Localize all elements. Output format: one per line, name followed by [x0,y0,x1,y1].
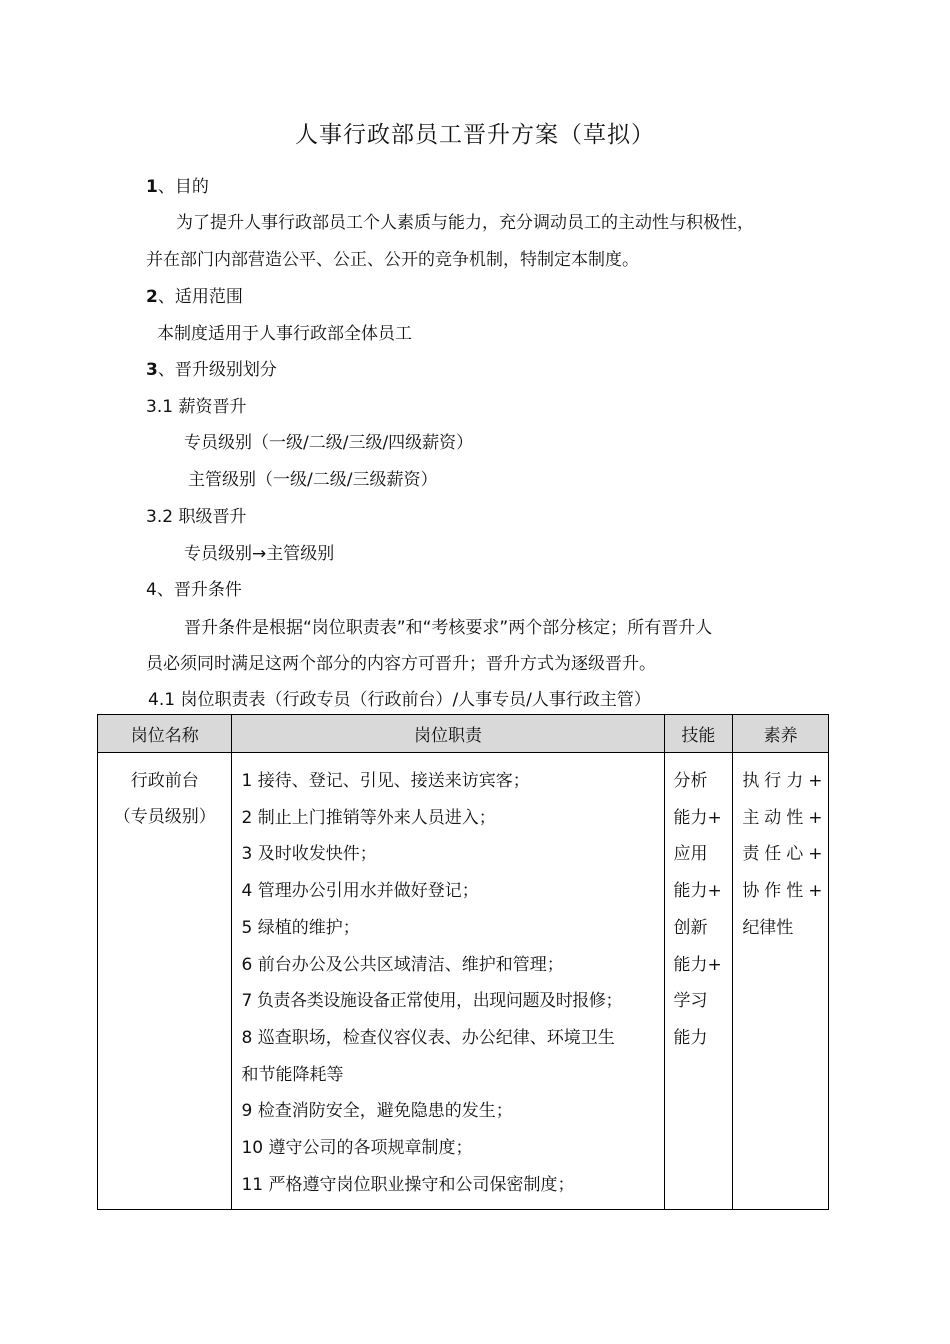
position-level: （专员级别） [113,807,216,827]
section-2-heading [146,286,243,308]
salary-level-specialist: 专员级别（一级/二级/三级/四级薪资） [184,433,474,453]
skill-line: 应用 [673,844,708,865]
section-1-paragraph-line-1: 为了提升人事行政部员工个人素质与能力，充分调动员工的主动性与积极性， [176,213,754,233]
skill-line: 能力+ [673,807,722,828]
duty-item: 11 严格遵守岗位职业操守和公司保密制度； [241,1174,575,1195]
duty-item: 1 接待、登记、引见、接送来访宾客； [241,771,530,791]
position-cell [98,753,232,1210]
section-title: 、目的 [157,177,209,197]
skill-line: 能力 [673,1027,708,1048]
section-3-1-heading: 3.1 薪资晋升 [146,397,247,417]
section-title: 、晋升级别划分 [157,360,277,380]
duty-item: 6 前台办公及公共区域清洁、维护和管理； [241,954,564,975]
skill-line: 能力+ [673,954,722,975]
duty-table [97,714,829,1210]
skills-cell [664,753,733,1210]
rank-promotion-path: 专员级别→主管级别 [184,544,335,564]
document-title: 人事行政部员工晋升方案（草拟） [295,122,655,148]
quality-line: 责任心+ [742,844,828,865]
header-qualities: 素养 [733,715,829,753]
section-1-heading [146,176,209,198]
duty-item: 4 管理办公引用水并做好登记； [241,881,479,902]
table-row [98,753,829,1210]
table-header-row [98,715,829,753]
quality-line: 执行力+ [742,771,828,791]
quality-line: 纪律性 [742,917,794,938]
section-number: 3 [146,360,158,380]
duties-cell [232,753,664,1210]
salary-level-supervisor: 主管级别（一级/二级/三级薪资） [188,470,438,490]
section-4-1-heading: 4.1 岗位职责表（行政专员（行政前台）/人事专员/人事行政主管） [148,690,651,710]
duty-item: 8 巡查职场，检查仪容仪表、办公纪律、环境卫生 [241,1027,615,1048]
skill-line: 学习 [673,991,708,1012]
section-3-2-heading: 3.2 职级晋升 [146,507,247,527]
duty-item: 9 检查消防安全，避免隐患的发生； [241,1101,513,1122]
duty-item: 10 遵守公司的各项规章制度； [241,1138,473,1159]
skill-line: 分析 [673,771,708,791]
section-number: 1 [146,177,158,197]
header-skills: 技能 [664,715,733,753]
skill-line: 创新 [673,917,708,938]
section-4-heading: 4、晋升条件 [146,580,242,600]
quality-line: 协作性+ [742,881,828,902]
section-3-heading [146,359,277,381]
section-4-paragraph-line-2: 员必须同时满足这两个部分的内容方可晋升；晋升方式为逐级晋升。 [146,654,656,674]
quality-line: 主动性+ [742,807,828,828]
section-1-paragraph-line-2: 并在部门内部营造公平、公正、公开的竞争机制，特制定本制度。 [146,250,639,270]
section-title: 、适用范围 [157,287,243,307]
duty-item: 5 绿植的维护； [241,917,360,938]
section-2-paragraph: 本制度适用于人事行政部全体员工 [157,324,412,344]
duty-item: 3 及时收发快件； [241,844,377,865]
duty-item: 和节能降耗等 [241,1064,344,1085]
duty-item: 7 负责各类设施设备正常使用，出现问题及时报修； [241,991,623,1012]
duty-item: 2 制止上门推销等外来人员进入； [241,807,496,828]
section-number: 2 [146,287,158,307]
header-position-name: 岗位名称 [98,715,232,753]
skill-line: 能力+ [673,881,722,902]
qualities-cell [733,753,829,1210]
header-duties: 岗位职责 [232,715,664,753]
section-4-paragraph-line-1: 晋升条件是根据“岗位职责表”和“考核要求”两个部分核定；所有晋升人 [184,618,713,638]
position-name: 行政前台 [130,771,199,791]
